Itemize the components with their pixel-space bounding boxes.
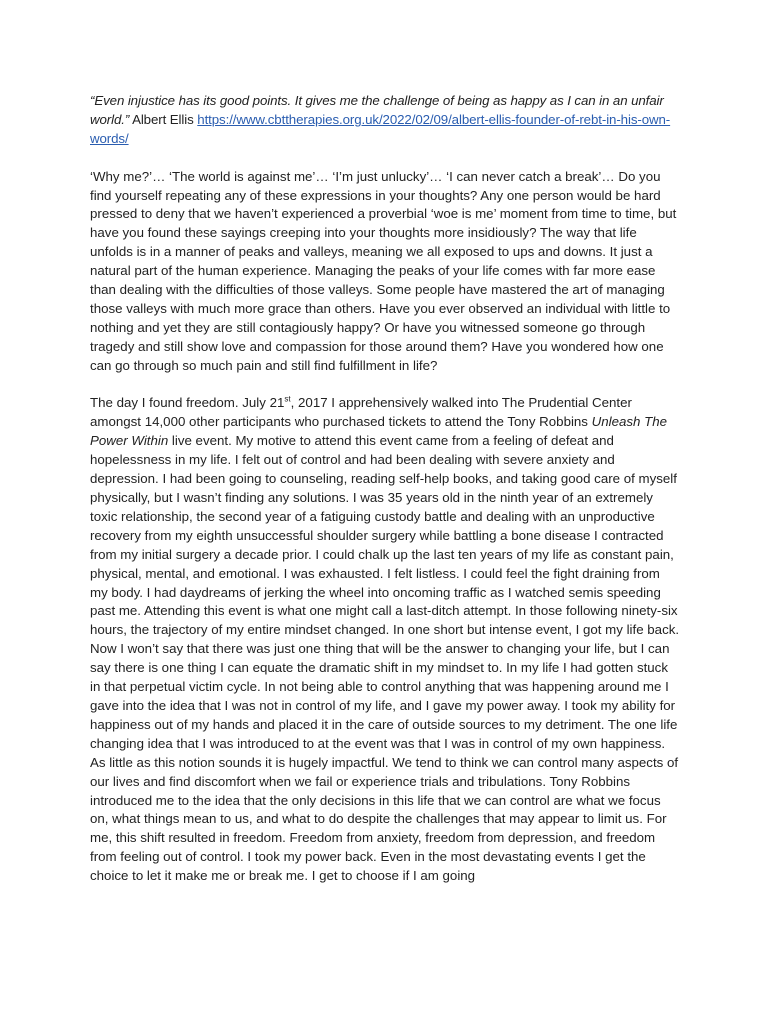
story-text-part1: The day I found freedom. July 21	[90, 395, 285, 411]
quote-paragraph	[90, 92, 680, 149]
story-text-part3: live event. My motive to attend this event came from a feeling of defeat and hopelessness in my life. I felt out of control and had been dealing with severe anxiety and depression. I had been going to counseling, reading self-help books, and taking good care of myself physically, but I wasn’t finding any solutions. I was 35 years old in the ninth year of an extremely toxic relationship, the second year of a fatiguing custody battle and dealing with an unproductive recovery from my eighth unsuccessful shoulder surgery while battling a bone disease I contracted from my initial surgery a decade prior. I could chalk up the last ten years of my life as constant pain, physical, mental, and emotional. I was exhausted. I felt listless. I could feel the fight draining from my body. I had daydreams of jerking the wheel into oncoming traffic as I watched semis speeding past me. Attending this event is what one might call a last-ditch attempt. In those following ninety-six hours, the trajectory of my entire mindset changed. In one short but intense event, I got my life back. Now I won’t say that there was just one thing that will be the answer to changing your life, but I can say there is one thing I can equate the dramatic shift in my mindset to. In my life I had gotten stuck in that perpetual victim cycle. In not being able to control anything that was happening around me I gave into the idea that I was not in control of my life, and I gave my power away. I took my ability for happiness out of my hands and placed it in the care of outside sources to my detriment. The one life changing idea that I was introduced to at the event was that I was in control of my own happiness. As little as this notion sounds it is hugely impactful. We tend to think we can control many aspects of our lives and find discomfort when we fail or experience trials and tribulations. Tony Robbins introduced me to the idea that the only decisions in this life that we can control are what we focus on, what things mean to us, and what to do despite the challenges that may appear to limit us. For me, this shift resulted in freedom. Freedom from anxiety, freedom from depression, and freedom from feeling out of control. I took my power back. Even in the most devastating events I get the choice to let it make me or break me. I get to choose if I am going	[90, 433, 680, 884]
event-title: Unleash The Power Within	[90, 414, 668, 449]
intro-paragraph: ‘Why me?’… ‘The world is against me’… ‘I’m just unlucky’… ‘I can never catch a break’… Do you find yourself repeating any of these expressions in your thoughts? Any one person would be hard pressed to deny that we haven’t experienced a proverbial ‘woe is me’ moment from time to time, but have you found these sayings creeping into your thoughts more insidiously? The way that life unfolds is in a manner of peaks and valleys, meaning we all exposed to ups and downs. It just a natural part of the human experience. Managing the peaks of your life comes with far more ease than dealing with the difficulties of those valleys. Some people have mastered the art of managing those valleys with much more grace than others. Have you ever observed an individual with little to nothing and yet they are still contagiously happy? Or have you witnessed someone go through tragedy and still show love and compassion for those around them? Have you wondered how one can go through so much pain and still find fulfillment in life?	[90, 168, 677, 373]
source-link[interactable]: https://www.cbttherapies.org.uk/2022/02/09/albert-ellis-founder-of-rebt-in-his-own-words/	[90, 111, 671, 146]
story-paragraph	[90, 394, 680, 886]
date-superscript: st	[284, 395, 291, 405]
quote-text: “Even injustice has its good points. It gives me the challenge of being as happy as I can in an unfair world.”	[90, 93, 664, 127]
document-body	[90, 92, 680, 905]
quote-author: Albert Ellis	[129, 111, 198, 127]
story-text-part2: , 2017 I apprehensively walked into The Prudential Center amongst 14,000 other participants who purchased tickets to attend the Tony Robbins	[90, 395, 632, 430]
